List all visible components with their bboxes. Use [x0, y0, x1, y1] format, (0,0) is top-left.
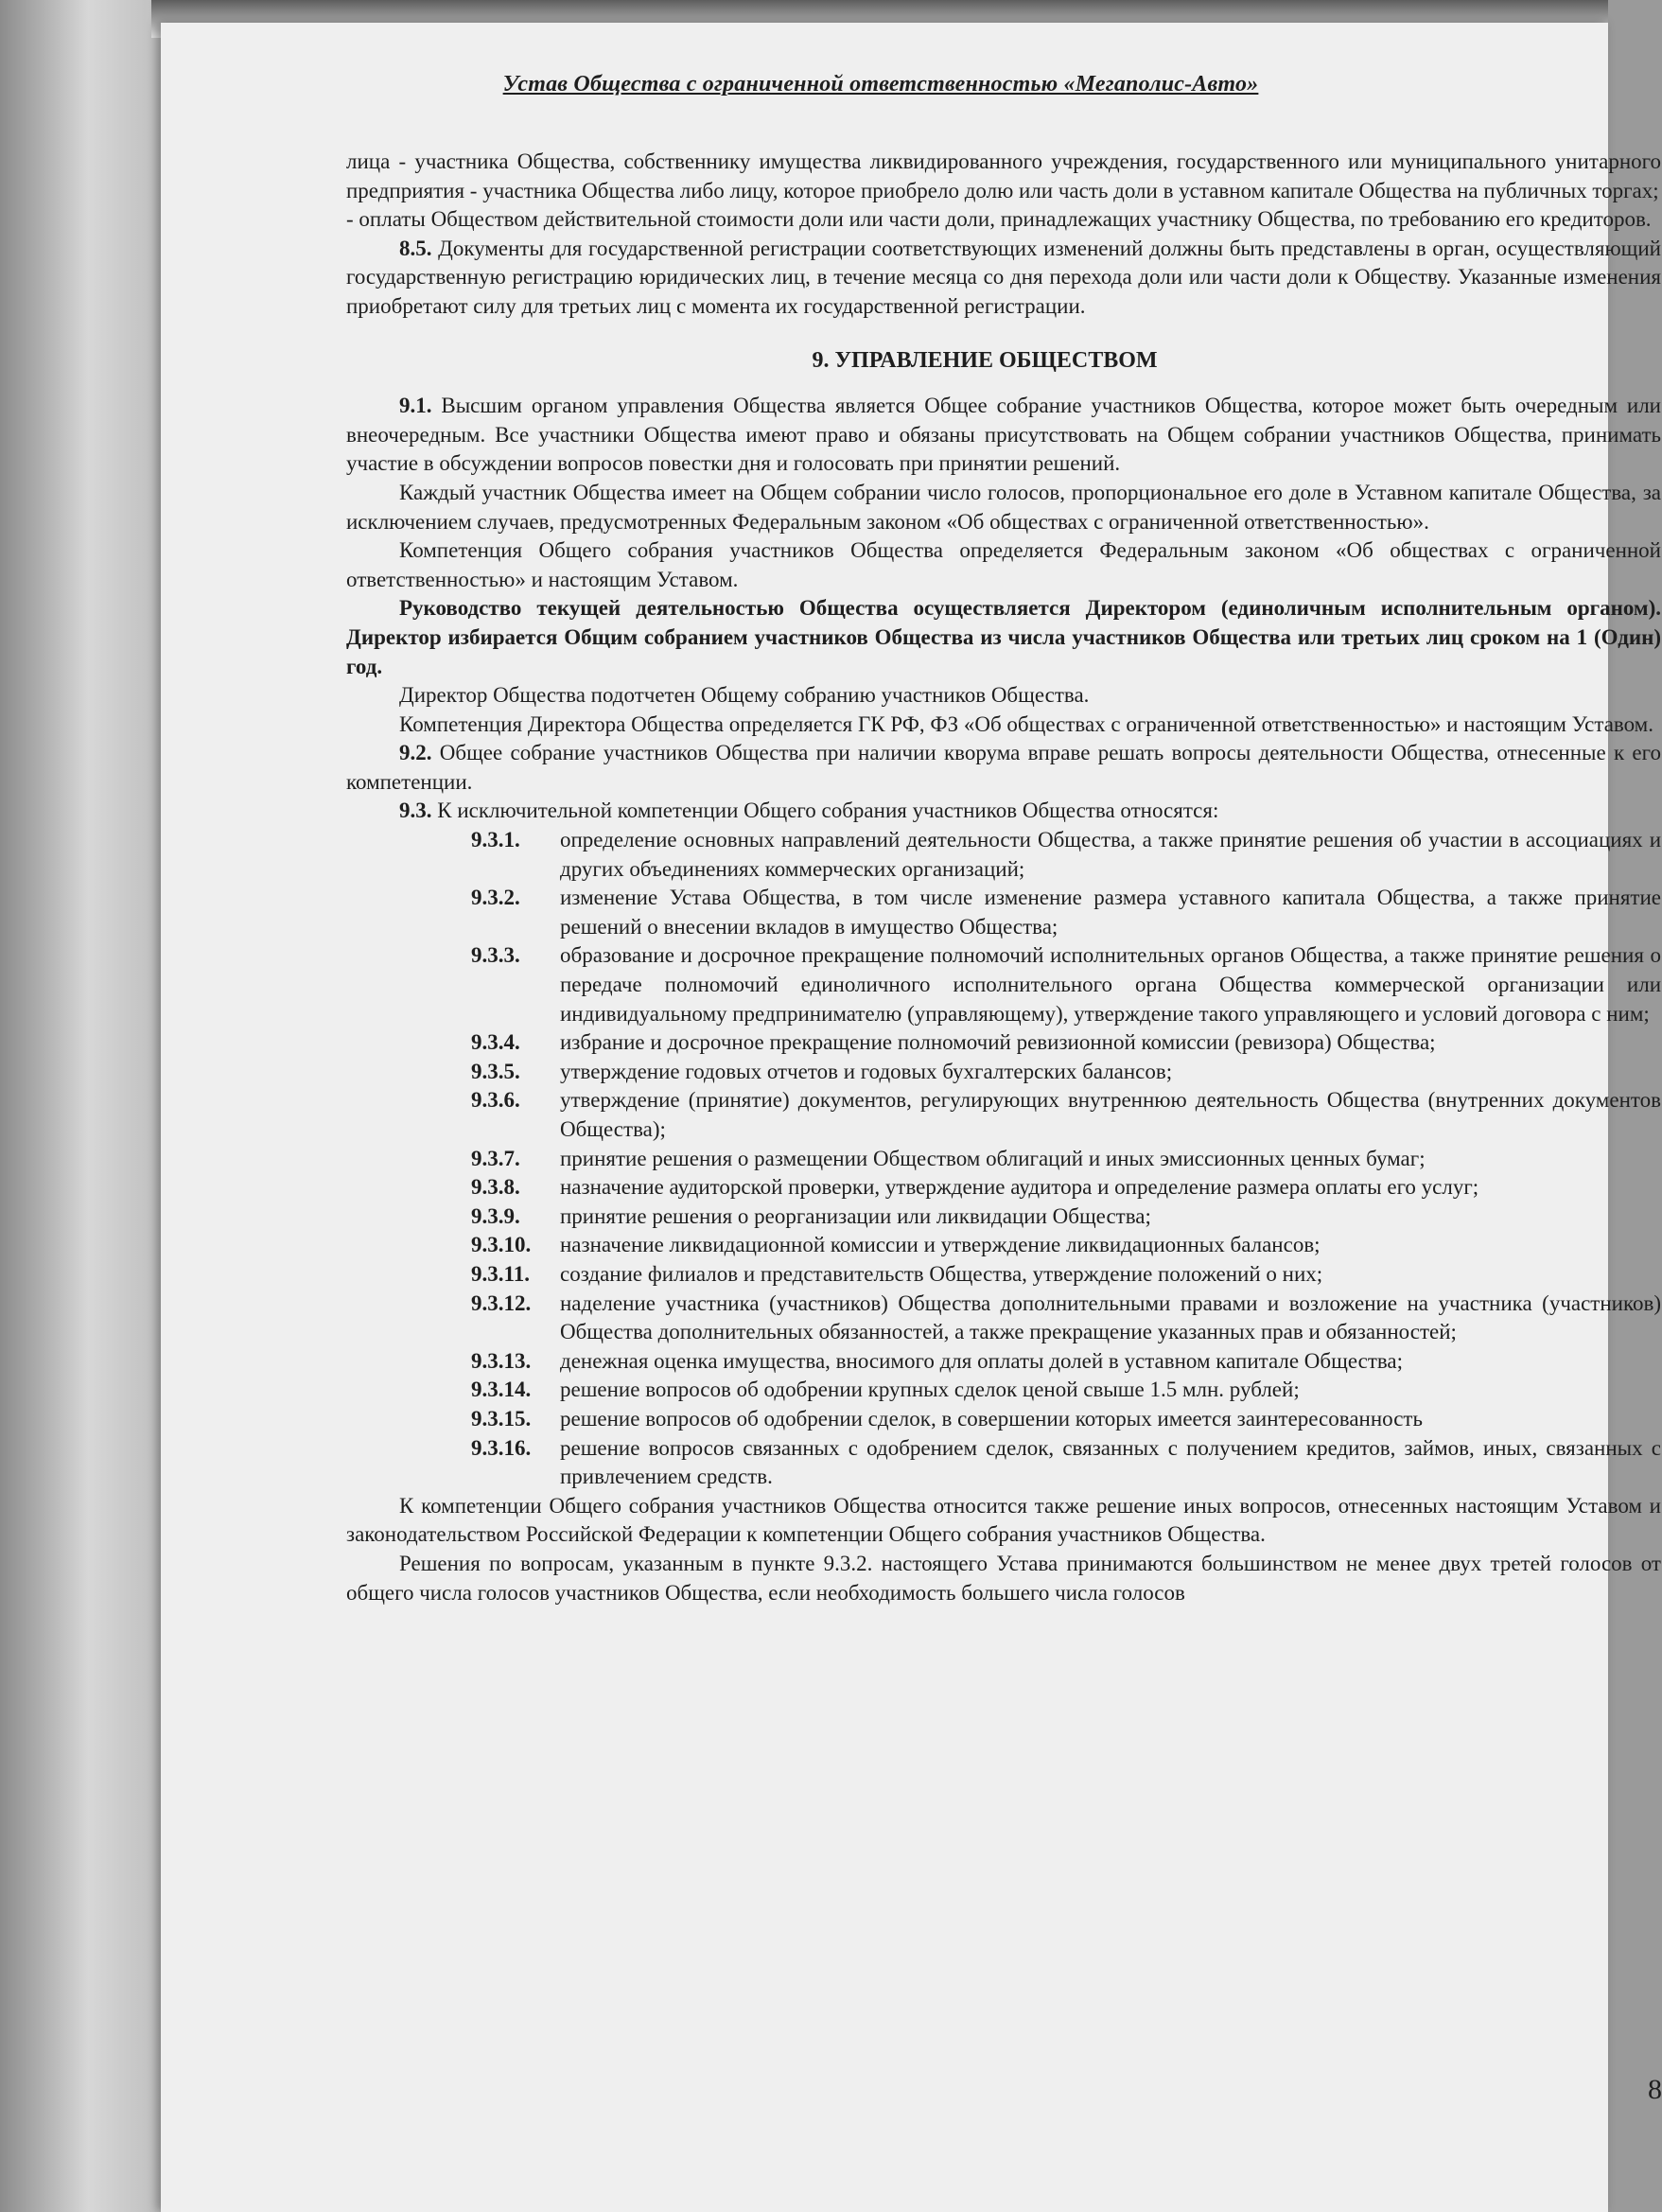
item-number: 9.3.6. — [471, 1088, 520, 1113]
document-body — [346, 148, 1661, 1607]
item-text: утверждение (принятие) документов, регулирующих внутреннюю деятельность Общества (внутренних документов Общества); — [560, 1088, 1661, 1141]
item-number: 9.3.7. — [471, 1146, 520, 1170]
item-number: 9.3.16. — [471, 1435, 532, 1460]
item-text: решение вопросов об одобрении крупных сделок ценой свыше 1.5 млн. рублей; — [560, 1378, 1300, 1402]
document-page — [161, 23, 1662, 2212]
clause-number: 9.1. — [399, 394, 432, 418]
list-item — [346, 826, 1661, 884]
paragraph-director-accountable: Директор Общества подотчетен Общему собранию участников Общества. — [399, 683, 1090, 708]
paragraph-9-3 — [346, 797, 1661, 826]
item-number: 9.3.9. — [471, 1203, 520, 1228]
paragraph-decisions: Решения по вопросам, указанным в пункте 9.3.2. настоящего Устава принимаются большинством не менее двух третей голосов от общего числа голосов участников Общества, если необходимость большего числа голосов — [346, 1551, 1661, 1605]
item-text: создание филиалов и представительств Общества, утверждение положений о них; — [560, 1261, 1323, 1286]
item-number: 9.3.11. — [471, 1261, 530, 1286]
item-text: избрание и досрочное прекращение полномочий ревизионной комиссии (ревизора) Общества; — [560, 1030, 1436, 1055]
item-text: принятие решения о реорганизации или ликвидации Общества; — [560, 1203, 1151, 1228]
list-item — [346, 1376, 1661, 1405]
item-text: решение вопросов об одобрении сделок, в совершении которых имеется заинтересованность — [560, 1406, 1423, 1431]
item-number: 9.3.10. — [471, 1233, 532, 1257]
paragraph-9-2 — [346, 739, 1661, 797]
item-text: определение основных направлений деятельности Общества, а также принятие решения об участии в ассоциациях и других объединениях коммерческих организаций; — [560, 828, 1661, 881]
list-item — [346, 1290, 1661, 1347]
paragraph-9-1 — [346, 392, 1661, 479]
item-text: назначение аудиторской проверки, утверждение аудитора и определение размера оплаты его услуг; — [560, 1175, 1479, 1200]
paragraph-8-5 — [346, 235, 1661, 322]
item-number: 9.3.8. — [471, 1175, 520, 1200]
paragraph-creditors: - оплаты Обществом действительной стоимости доли или части доли, принадлежащих участнику Общества, по требованию его кредиторов. — [346, 207, 1652, 232]
list-item — [346, 1203, 1661, 1232]
list-item — [346, 1058, 1661, 1087]
page-number: 8 — [1648, 2074, 1662, 2105]
item-number: 9.3.4. — [471, 1030, 520, 1055]
list-item — [346, 1347, 1661, 1377]
paragraph-competence: Компетенция Общего собрания участников Общества определяется Федеральным законом «Об обществах с ограниченной ответственностью» и настоящим Уставом. — [346, 538, 1661, 591]
item-number: 9.3.3. — [471, 943, 520, 968]
competence-list — [346, 826, 1661, 1492]
item-text: изменение Устава Общества, в том числе изменение размера уставного капитала Общества, а также принятие решений о внесении вкладов в имущество Общества; — [560, 886, 1661, 939]
clause-number: 9.3. — [399, 799, 432, 823]
item-text: принятие решения о размещении Обществом облигаций и иных эмиссионных ценных бумаг; — [560, 1146, 1426, 1170]
list-item — [346, 1434, 1661, 1492]
item-text: назначение ликвидационной комиссии и утверждение ликвидационных балансов; — [560, 1233, 1321, 1257]
list-item — [346, 1028, 1661, 1058]
paragraph-director: Руководство текущей деятельностью Общества осуществляется Директором (единоличным исполнительным органом). Директор избирается Общим собранием участников Общества из числа участников Общества или третьих лиц сроком на 1 (Один) год. — [346, 596, 1661, 678]
list-item — [346, 1260, 1661, 1290]
item-text: решение вопросов связанных с одобрением сделок, связанных с получением кредитов, займов, иных, связанных с привлечением средств. — [560, 1435, 1661, 1489]
paragraph-continued: лица - участника Общества, собственнику имущества ликвидированного учреждения, государственного или муниципального унитарного предприятия - участника Общества либо лицу, которое приобрело долю или часть доли в уставном капитале Общества на публичных торгах; — [346, 149, 1661, 202]
list-item — [346, 941, 1661, 1028]
item-number: 9.3.1. — [471, 828, 520, 852]
paragraph-director-competence: Компетенция Директора Общества определяется ГК РФ, ФЗ «Об обществах с ограниченной ответственностью» и настоящим Уставом. — [399, 711, 1653, 736]
item-number: 9.3.15. — [471, 1406, 532, 1431]
paragraph-votes: Каждый участник Общества имеет на Общем собрании число голосов, пропорциональное его доле в Уставном капитале Общества, за исключением случаев, предусмотренных Федеральным законом «Об обществах с ограниченной ответственностью». — [346, 480, 1661, 534]
list-item — [346, 884, 1661, 941]
item-number: 9.3.13. — [471, 1348, 532, 1373]
list-item — [346, 1145, 1661, 1174]
list-item — [346, 1086, 1661, 1144]
item-text: образование и досрочное прекращение полномочий исполнительных органов Общества, а также принятие решения о передаче полномочий единоличного исполнительного органа Общества коммерческой организации или индивидуальному предпринимателю (управляющему), утверждение такого управляющего и условий договора с ним; — [560, 943, 1661, 1026]
list-item — [346, 1405, 1661, 1434]
paragraph-other-competence: К компетенции Общего собрания участников Общества относится также решение иных вопросов, отнесенных настоящим Уставом и законодательством Российской Федерации к компетенции Общего собрания участников Общества. — [346, 1493, 1661, 1547]
item-text: наделение участника (участников) Общества дополнительными правами и возложение на участника (участников) Общества дополнительных обязанностей, а также прекращение указанных прав и обязанностей; — [560, 1290, 1661, 1344]
item-number: 9.3.2. — [471, 886, 520, 910]
clause-number: 8.5. — [399, 236, 432, 260]
item-number: 9.3.12. — [471, 1290, 532, 1315]
previous-page-edge — [0, 0, 161, 2212]
clause-text: Документы для государственной регистрации соответствующих изменений должны быть представлены в орган, осуществляющий государственную регистрацию юридических лиц, в течение месяца со дня перехода доли или части доли к Обществу. Указанные изменения приобретают силу для третьих лиц с момента их государственной регистрации. — [346, 236, 1661, 318]
item-text: утверждение годовых отчетов и годовых бухгалтерских балансов; — [560, 1059, 1173, 1083]
clause-number: 9.2. — [399, 741, 432, 765]
item-number: 9.3.5. — [471, 1059, 520, 1083]
list-item — [346, 1231, 1661, 1260]
list-item — [346, 1173, 1661, 1203]
clause-text: К исключительной компетенции Общего собрания участников Общества относятся: — [431, 799, 1219, 823]
clause-text: Общее собрание участников Общества при наличии кворума вправе решать вопросы деятельности Общества, отнесенные к его компетенции. — [346, 741, 1661, 794]
section-title: 9. УПРАВЛЕНИЕ ОБЩЕСТВОМ — [812, 347, 1158, 373]
clause-text: Высшим органом управления Общества является Общее собрание участников Общества, которое может быть очередным или внеочередным. Все участники Общества имеют право и обязаны присутствовать на Общем собрании участников Общества, принимать участие в обсуждении вопросов повестки дня и голосовать при принятии решений. — [346, 394, 1661, 476]
item-number: 9.3.14. — [471, 1378, 532, 1402]
document-header: Устав Общества с ограниченной ответственностью «Мегаполис-Авто» — [502, 72, 1259, 97]
item-text: денежная оценка имущества, вносимого для оплаты долей в уставном капитале Общества; — [560, 1348, 1404, 1373]
